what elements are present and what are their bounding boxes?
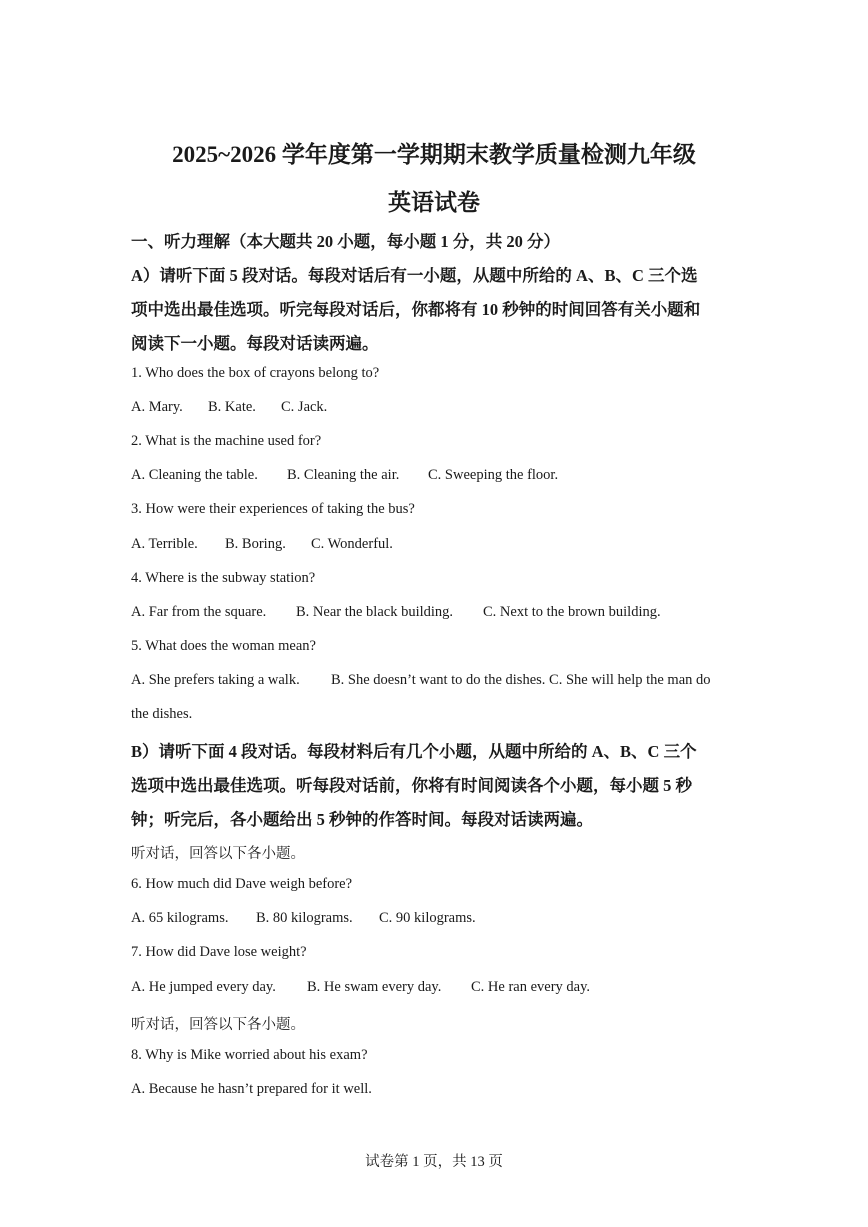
- question-5-option-a: A. She prefers taking a walk.: [131, 672, 300, 688]
- question-1-stem: 1. Who does the box of crayons belong to?: [131, 365, 380, 381]
- listen-prompt-2: 听对话，回答以下各小题。: [131, 1017, 305, 1033]
- question-7-option-c: C. He ran every day.: [471, 979, 591, 995]
- exam-title: 2025~2026 学年度第一学期期末教学质量检测九年级: [172, 142, 696, 167]
- question-3-option-c: C. Wonderful.: [311, 536, 393, 552]
- question-5-option-bc: B. She doesn’t want to do the dishes. C. She will help the man do: [331, 672, 711, 688]
- question-6-stem: 6. How much did Dave weigh before?: [131, 876, 353, 892]
- question-6-option-a: A. 65 kilograms.: [131, 910, 229, 926]
- part1-heading: 一、听力理解（本大题共 20 小题，每小题 1 分，共 20 分）: [131, 232, 560, 251]
- question-4-option-a: A. Far from the square.: [131, 604, 267, 620]
- question-5-stem: 5. What does the woman mean?: [131, 638, 316, 654]
- question-4-option-c: C. Next to the brown building.: [483, 604, 661, 620]
- question-2-stem: 2. What is the machine used for?: [131, 433, 322, 449]
- question-3-stem: 3. How were their experiences of taking the bus?: [131, 501, 415, 517]
- question-3-option-b: B. Boring.: [225, 536, 286, 552]
- question-1-option-b: B. Kate.: [208, 399, 256, 415]
- question-2-option-a: A. Cleaning the table.: [131, 467, 258, 483]
- listen-prompt-1: 听对话，回答以下各小题。: [131, 846, 305, 862]
- section-a-instruction-line-3: 阅读下一小题。每段对话读两遍。: [131, 334, 379, 353]
- question-7-stem: 7. How did Dave lose weight?: [131, 944, 307, 960]
- section-b-instruction-line-2: 选项中选出最佳选项。听每段对话前，你将有时间阅读各个小题，每小题 5 秒: [131, 776, 692, 795]
- question-1-option-a: A. Mary.: [131, 399, 183, 415]
- question-7-option-b: B. He swam every day.: [307, 979, 442, 995]
- question-6-option-c: C. 90 kilograms.: [379, 910, 476, 926]
- question-4-stem: 4. Where is the subway station?: [131, 570, 316, 586]
- question-1-option-c: C. Jack.: [281, 399, 328, 415]
- exam-subtitle: 英语试卷: [388, 190, 480, 215]
- question-6-option-b: B. 80 kilograms.: [256, 910, 353, 926]
- question-4-option-b: B. Near the black building.: [296, 604, 454, 620]
- question-3-option-a: A. Terrible.: [131, 536, 198, 552]
- section-a-instruction-line-1: A）请听下面 5 段对话。每段对话后有一小题，从题中所给的 A、B、C 三个选: [131, 266, 698, 285]
- question-7-option-a: A. He jumped every day.: [131, 979, 276, 995]
- question-2-option-c: C. Sweeping the floor.: [428, 467, 559, 483]
- section-b-instruction-line-1: B）请听下面 4 段对话。每段材料后有几个小题，从题中所给的 A、B、C 三个: [131, 742, 697, 761]
- question-5-option-c-continued: the dishes.: [131, 706, 193, 722]
- section-a-instruction-line-2: 项中选出最佳选项。听完每段对话后，你都将有 10 秒钟的时间回答有关小题和: [131, 300, 701, 319]
- section-b-instruction-line-3: 钟；听完后，各小题给出 5 秒钟的作答时间。每段对话读两遍。: [131, 810, 593, 829]
- question-8-stem: 8. Why is Mike worried about his exam?: [131, 1047, 368, 1063]
- question-8-option-a: A. Because he hasn’t prepared for it well.: [131, 1081, 372, 1097]
- question-2-option-b: B. Cleaning the air.: [287, 467, 400, 483]
- page-number-footer: 试卷第 1 页，共 13 页: [365, 1154, 503, 1170]
